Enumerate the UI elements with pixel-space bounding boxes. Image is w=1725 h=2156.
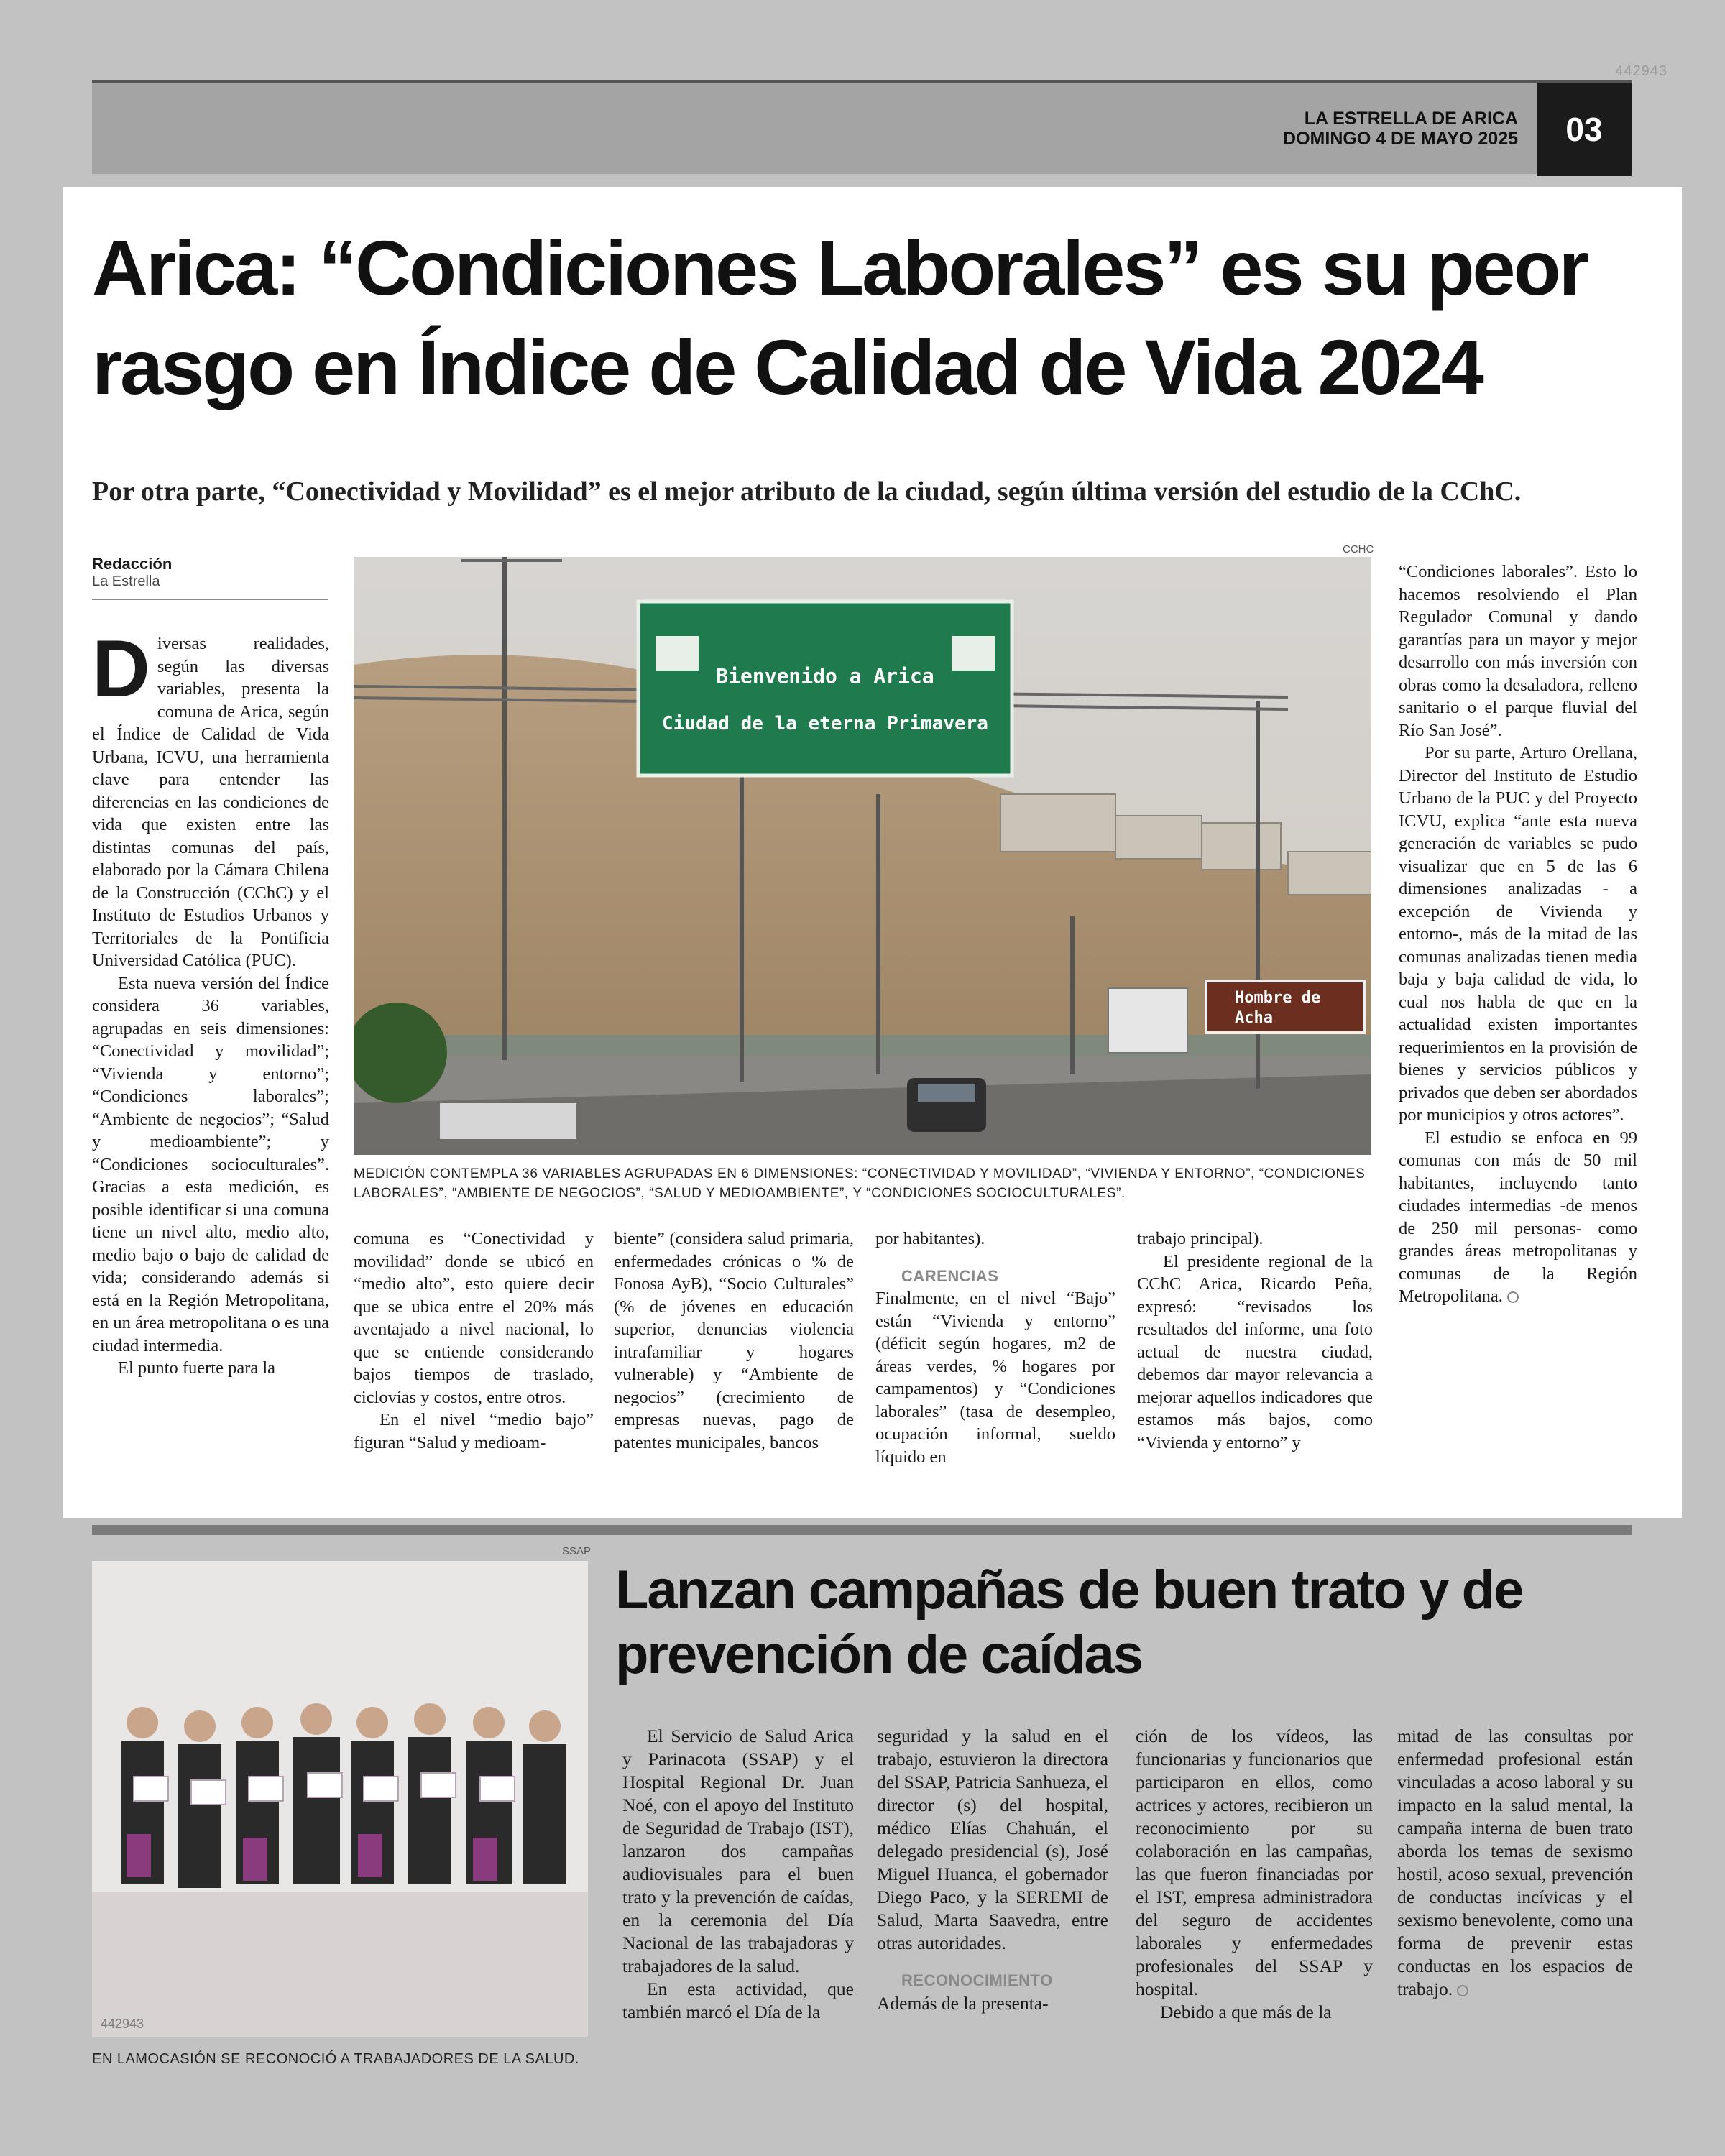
exit-sign-line-2: Acha <box>1235 1009 1273 1027</box>
exit-sign-line-1: Hombre de <box>1235 989 1321 1007</box>
byline-outlet: La Estrella <box>92 573 160 589</box>
column-2-paragraph-1: comuna es “Conectividad y movilidad” donde se ubicó en “medio alto”, esto quiere decir que se ubica entre el 20% más aventajado a nivel nacional, lo que se entiende considerando bajos tiempos de traslado, ciclovías y costos, entre otros. <box>354 1229 594 1407</box>
drop-cap: D <box>92 624 150 714</box>
main-headline: Arica: “Condiciones Laborales” es su peor rasgo en Índice de Calidad de Vida 2024 <box>92 224 1587 410</box>
column-6-paragraph-1: “Condiciones laborales”. Esto lo hacemos resolviendo el Plan Regulador Comunal y dando garantías para un mayor y mejor desarrollo con más inversión con obras como la desaladora, relleno sanitario o el parque fluvial del Río San José”. <box>1399 562 1637 740</box>
photo-clip-id: 442943 <box>101 2017 144 2031</box>
column-2-paragraph-2: En el nivel “medio bajo” figuran “Salud y medioam- <box>354 1410 594 1452</box>
column-6-paragraph-3-text: El estudio se enfoca en 99 comunas con más de 50 mil habitantes, incluyendo tanto ciudades intermedias -de menos de 250 mil personas- como grandes áreas metropolitanas y comunas de la Región Metropolitana. <box>1399 1128 1637 1306</box>
column-6-paragraph-3 <box>1399 1127 1637 1308</box>
second-column-4-paragraph-1 <box>1397 1725 1633 2001</box>
second-column-3-paragraph-2: Debido a que más de la <box>1160 2001 1332 2022</box>
second-column-1-paragraph-1: El Servicio de Salud Arica y Parinacota (SSAP) y el Hospital Regional Dr. Juan Noé, con el apoyo del Instituto de Seguridad de Trabajo (IST), lanzaron dos campañas audiovisuales para el buen trato y la prevención de caídas, en la ceremonia del Día Nacional de las trabajadoras y trabajadores de la salud. <box>622 1726 854 1976</box>
main-article <box>63 187 1682 1518</box>
end-of-article-icon <box>1507 1291 1519 1303</box>
sign-line-1: Bienvenido a Arica <box>716 664 934 688</box>
main-column-1 <box>92 624 329 1380</box>
header-masthead <box>1283 109 1518 149</box>
column-3-paragraph-1: biente” (considera salud primaria, enfermedades crónicas o % de Fonosa AyB), “Socio Culturales” (% de jóvenes en educación superior, denuncias violencia intrafamiliar y hogares vulnerable) y “Ambiente de negocios” (crecimiento de empresas nuevas, pago de patentes municipales, bancos <box>614 1229 854 1452</box>
second-column-2-paragraph-2: Además de la presenta- <box>877 1993 1049 2014</box>
column-5-paragraph-1: trabajo principal). <box>1137 1229 1264 1248</box>
second-column-1 <box>622 1725 854 2024</box>
second-column-2 <box>877 1725 1108 2015</box>
health-workers-photo <box>92 1561 588 2037</box>
main-photo <box>354 557 1371 1155</box>
issue-date: DOMINGO 4 DE MAYO 2025 <box>1283 129 1518 149</box>
end-of-second-article-icon <box>1457 1985 1468 1996</box>
second-column-3-paragraph-1: ción de los vídeos, las funcionarias y funcionarios que participaron en ellos, como actrices y actores, recibieron un reconocimiento por su colaboración en las campañas, las que fueron financiadas por el IST, empresa administradora del seguro de accidentes laborales y enfermedades profesionales del SSAP y hospital. <box>1136 1726 1373 1999</box>
column-1-paragraph-2: Esta nueva versión del Índice considera 36 variables, agrupadas en seis dimensiones: “Conectividad y movilidad”; “Vivienda y entorno”; “Condiciones laborales”; “Ambiente de negocios”; “Salud y medioambiente”; y “Condiciones socioculturales”. Gracias a esta medición, es posible identificar si una comuna tiene un nivel alto, medio alto, medio bajo o bajo de calidad de vida; considerando además si está en la Región Metropolitana, en un área metropolitana o es una ciudad intermedia. <box>92 973 329 1355</box>
main-column-6 <box>1399 561 1637 1308</box>
main-column-3 <box>614 1227 854 1454</box>
column-4-paragraph-1: por habitantes). <box>875 1229 985 1248</box>
second-column-3 <box>1136 1725 1373 2024</box>
highway-sign-photo <box>354 557 1371 1155</box>
second-column-1-paragraph-2: En esta actividad, que también marcó el Día de la <box>622 1978 854 2022</box>
newspaper-name: LA ESTRELLA DE ARICA <box>1304 109 1518 129</box>
second-photo-credit: SSAP <box>562 1545 592 1557</box>
section-divider <box>92 1525 1632 1535</box>
second-column-2-paragraph-1: seguridad y la salud en el trabajo, estuvieron la directora del SSAP, Patricia Sanhueza, el director (s) del hospital, médico Elías Chahuán, el delegado presidencial (s), José Miguel Huanca, el gobernador Diego Paco, y la SEREMI de Salud, Marta Saavedra, entre otras autoridades. <box>877 1726 1108 1953</box>
page-header <box>92 80 1632 174</box>
section-subtitle-reconocimiento: RECONOCIMIENTO <box>901 1971 1053 1989</box>
photo-credit: CCHC <box>1343 543 1374 556</box>
second-column-4-paragraph-1-text: mitad de las consultas por enfermedad profesional están vinculadas a acoso laboral y su impacto en la salud mental, la campaña interna de buen trato aborda los temas de sexismo hostil, acoso sexual, prevención de conductas incívicas y el sexismo benevolente, como una forma de prevenir estas conductas en los espacios de trabajo. <box>1397 1726 1633 1999</box>
main-column-5 <box>1137 1227 1373 1454</box>
main-column-2 <box>354 1227 594 1454</box>
section-subtitle-carencias: CARENCIAS <box>901 1266 999 1285</box>
second-photo-caption: EN LAMOCASIÓN SE RECONOCIÓ A TRABAJADORES DE LA SALUD. <box>92 2051 579 2067</box>
column-6-paragraph-2: Por su parte, Arturo Orellana, Director del Instituto de Estudio Urbano de la PUC y del Proyecto ICVU, explica “ante esta nueva generación de variables se pudo visualizar que en 5 de las 6 dimensiones analizadas - a excepción de Vivienda y entorno-, más de la mitad de las comunas analizadas tienen media baja y baja calidad de vida, lo cual nos habla de que en la actualidad existen importantes requerimientos en la provisión de bienes y servicios públicos y privados que deben ser abordados por municipios y otros actores”. <box>1399 743 1638 1125</box>
second-headline: Lanzan campañas de buen trato y de prevención de caídas <box>615 1560 1523 1685</box>
byline-name: Redacción <box>92 555 172 573</box>
main-photo-caption: MEDICIÓN CONTEMPLA 36 VARIABLES AGRUPADAS EN 6 DIMENSIONES: “CONECTIVIDAD Y MOVILIDAD”, “VIVIENDA Y ENTORNO”, “CONDICIONES LABORALES”, “AMBIENTE DE NEGOCIOS”, “SALUD Y MEDIOAMBIENTE”, Y “CONDICIONES SOCIOCULTURALES”. <box>354 1166 1366 1201</box>
welcome-sign <box>638 602 1012 775</box>
column-1-paragraph-1-text: iversas realidades, según las diversas variables, presenta la comuna de Arica, según el Índice de Calidad de Vida Urbana, ICVU, una herramienta clave para entender las diferencias en las condiciones de vida que existen entre las distintas comunas del país, elaborado por la Cámara Chilena de la Construcción (CChC) y el Instituto de Estudios Urbanos y Territoriales de la Pontificia Universidad Católica (PUC). <box>92 634 329 970</box>
column-1-paragraph-1 <box>92 624 329 972</box>
second-column-4 <box>1397 1725 1633 2001</box>
clip-id: 442943 <box>1615 63 1668 79</box>
page-number: 03 <box>1537 83 1632 176</box>
sign-line-2: Ciudad de la eterna Primavera <box>662 713 988 734</box>
byline <box>92 555 328 600</box>
column-1-paragraph-3: El punto fuerte para la <box>118 1358 276 1378</box>
column-5-paragraph-2: El presidente regional de la CChC Arica, Ricardo Peña, expresó: “revisados los resultados del informe, una foto actual de nuestra ciudad, debemos dar mayor relevancia a mejorar aquellos indicadores que estamos más bajos, como “Vivienda y entorno” y <box>1137 1251 1373 1452</box>
second-photo <box>92 1561 588 2037</box>
main-column-4 <box>875 1227 1116 1468</box>
column-4-paragraph-2: Finalmente, en el nivel “Bajo” están “Vivienda y entorno” (déficit según hogares, m2 de áreas verdes, % hogares por campamentos) y “Condiciones laborales” (tasa de desempleo, ocupación informal, sueldo líquido en <box>875 1289 1116 1467</box>
main-subheadline: Por otra parte, “Conectividad y Movilidad” es el mejor atributo de la ciudad, según última versión del estudio de la CChC. <box>92 476 1522 507</box>
